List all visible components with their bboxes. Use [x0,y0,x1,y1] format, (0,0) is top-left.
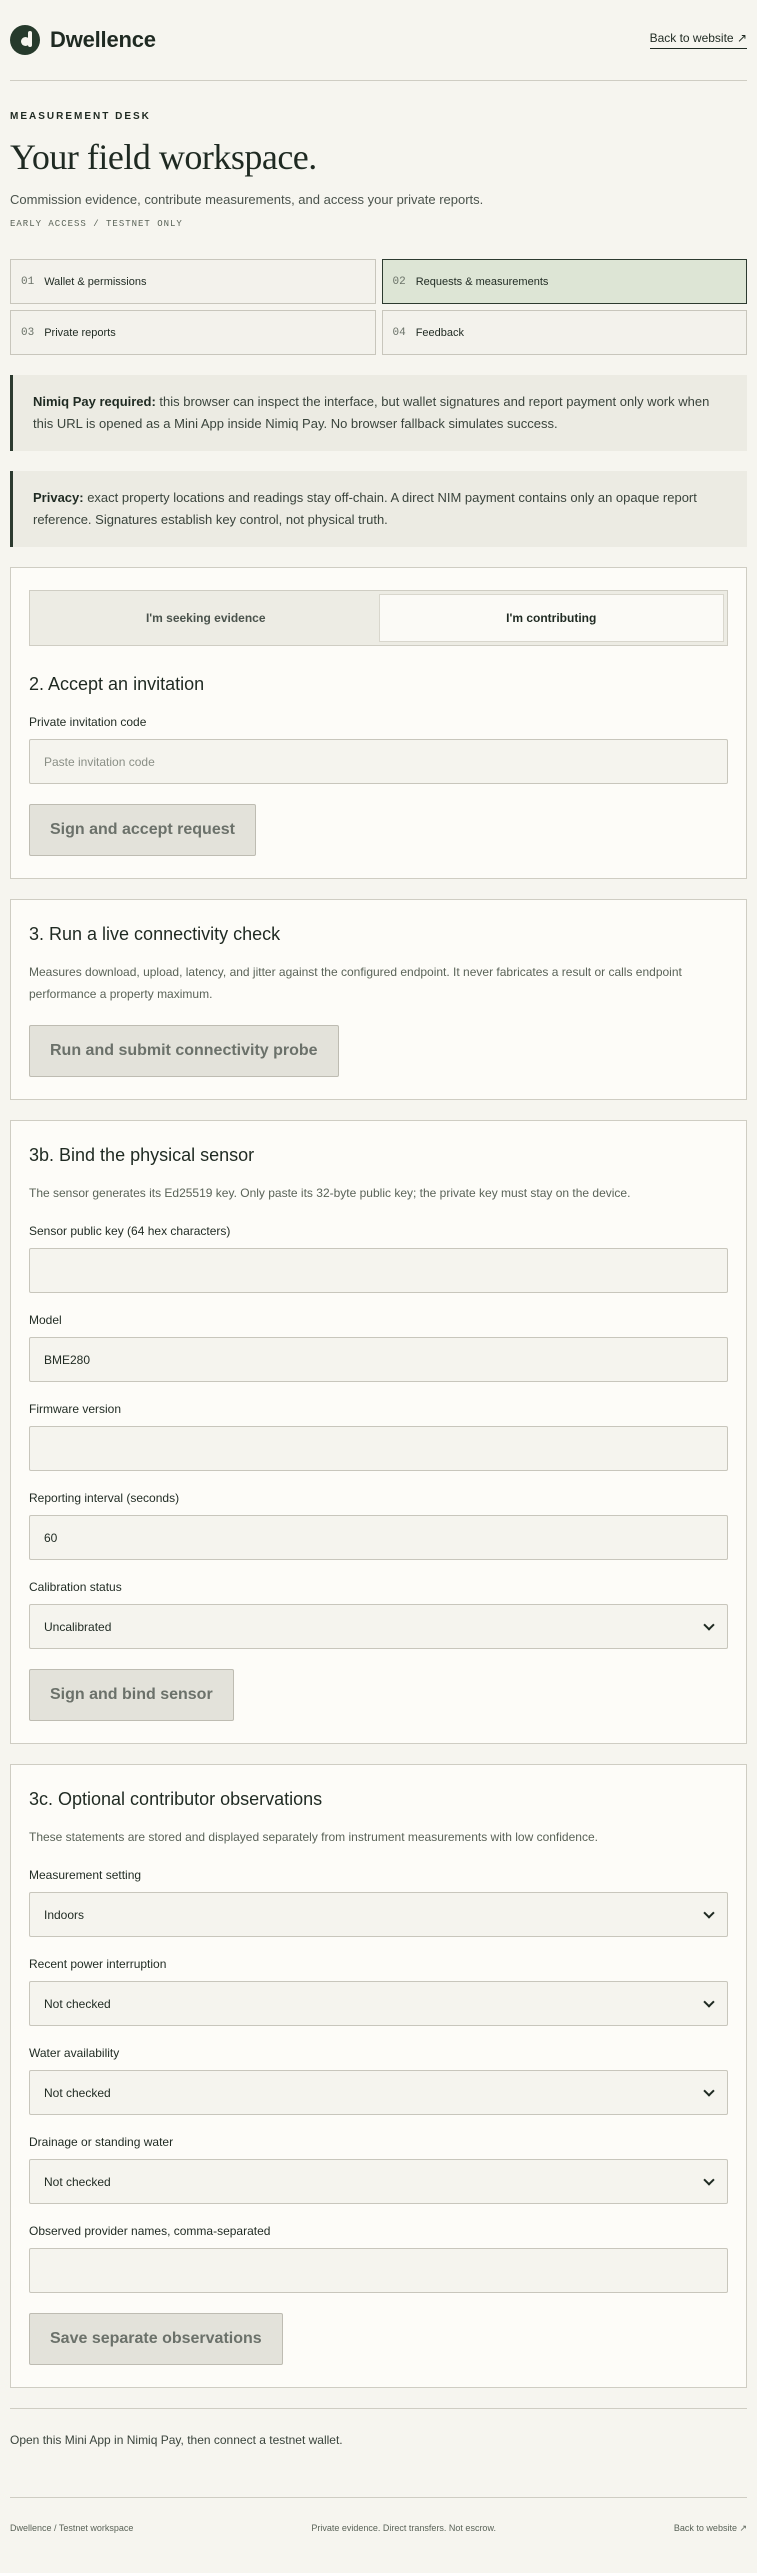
tab-feedback[interactable] [382,310,748,355]
firmware-input[interactable] [29,1426,728,1471]
sensor-pubkey-input[interactable] [29,1248,728,1293]
select-value: Indoors [44,1907,85,1922]
invitation-code-label: Private invitation code [29,715,147,729]
power-select[interactable] [29,1981,728,2026]
connectivity-desc: Measures download, upload, latency, and jitter against the configured endpoint. It never fabricates a result or calls endpoint performance a property maximum. [29,965,682,1001]
notice-heading: Nimiq Pay required: [33,394,156,409]
sign-accept-button[interactable]: Sign and accept request [29,804,256,856]
contributing-option[interactable]: I'm contributing [379,594,725,642]
page-title: Your field workspace. [10,137,317,177]
notice-text: this browser can inspect the interface, but wallet signatures and report payment only work when this URL is opened as a Mini App inside Nimiq Pay. No browser fallback simulates success. [33,394,710,431]
tab-private-reports[interactable] [10,310,376,355]
tab-wallet-permissions[interactable] [10,259,376,304]
section-tabs [10,259,747,355]
invitation-title: 2. Accept an invitation [29,674,205,694]
tab-number: 03 [21,326,35,339]
sensor-title: 3b. Bind the physical sensor [29,1145,255,1165]
tab-label: Requests & measurements [415,275,549,288]
select-value: Not checked [44,1996,111,2011]
connectivity-card [10,899,747,1100]
brand[interactable] [10,25,156,55]
calibration-label: Calibration status [29,1580,122,1594]
tab-label: Feedback [415,326,465,339]
firmware-label: Firmware version [29,1402,122,1416]
interval-label: Reporting interval (seconds) [29,1491,180,1505]
calibration-select[interactable] [29,1604,728,1649]
water-label: Water availability [29,2046,120,2060]
footer-note: Open this Mini App in Nimiq Pay, then connect a testnet wallet. [10,2433,343,2447]
setting-select[interactable] [29,1892,728,1937]
tab-label: Private reports [44,326,116,339]
nimiq-pay-notice [10,375,747,451]
seeking-evidence-option[interactable]: I'm seeking evidence [145,611,266,625]
chevron-down-icon [703,1907,714,1918]
header-divider [10,80,747,81]
tab-number: 01 [21,275,35,288]
sensor-card [10,1120,747,1744]
tab-label: Wallet & permissions [44,275,147,288]
access-tag: EARLY ACCESS / TESTNET ONLY [10,219,183,229]
site-footer [10,2498,747,2558]
privacy-notice [10,471,747,547]
tab-number: 02 [392,275,406,288]
providers-label: Observed provider names, comma-separated [29,2224,271,2238]
eyebrow: MEASUREMENT DESK [10,111,151,122]
back-to-website-link[interactable]: Back to website ↗ [650,31,747,49]
observations-card [10,1764,747,2388]
tab-number: 04 [392,326,406,339]
chevron-down-icon [703,2085,714,2096]
site-header [10,0,747,80]
footer-back-link[interactable]: Back to website ↗ [673,2522,747,2533]
footer-divider [10,2408,747,2409]
model-label: Model [29,1313,62,1327]
power-label: Recent power interruption [29,1957,167,1971]
save-observations-button[interactable]: Save separate observations [29,2313,283,2365]
model-input[interactable]: BME280 [29,1337,728,1382]
setting-label: Measurement setting [29,1868,142,1882]
footer-center: Private evidence. Direct transfers. Not escrow. [311,2523,496,2533]
invitation-card [10,567,747,879]
role-toggle [29,590,728,646]
run-probe-button[interactable]: Run and submit connectivity probe [29,1025,339,1077]
water-select[interactable] [29,2070,728,2115]
page-lead: Commission evidence, contribute measurements, and access your private reports. [10,192,484,207]
sensor-desc: The sensor generates its Ed25519 key. Only paste its 32-byte public key; the private key must stay on the device. [29,1186,631,1200]
chevron-down-icon [703,2174,714,2185]
tab-requests-measurements[interactable] [382,259,748,304]
sensor-pubkey-label: Sensor public key (64 hex characters) [29,1224,231,1238]
drainage-label: Drainage or standing water [29,2135,174,2149]
chevron-down-icon [703,1996,714,2007]
drainage-select[interactable] [29,2159,728,2204]
invitation-code-input[interactable]: Paste invitation code [29,739,728,784]
connectivity-title: 3. Run a live connectivity check [29,924,281,944]
observations-desc: These statements are stored and displayed separately from instrument measurements with low confidence. [29,1830,598,1844]
observations-title: 3c. Optional contributor observations [29,1789,323,1809]
dwellence-logo-icon [10,25,40,55]
providers-input[interactable] [29,2248,728,2293]
select-value: Not checked [44,2085,111,2100]
select-value: Not checked [44,2174,111,2189]
chevron-down-icon [703,1619,714,1630]
bind-sensor-button[interactable]: Sign and bind sensor [29,1669,234,1721]
notice-heading: Privacy: [33,490,84,505]
brand-name: Dwellence [50,27,156,52]
interval-input[interactable]: 60 [29,1515,728,1560]
select-value: Uncalibrated [44,1619,112,1634]
notice-text: exact property locations and readings stay off-chain. A direct NIM payment contains only an opaque report reference. Signatures establish key control, not physical truth. [33,490,697,527]
footer-left: Dwellence / Testnet workspace [10,2523,134,2533]
